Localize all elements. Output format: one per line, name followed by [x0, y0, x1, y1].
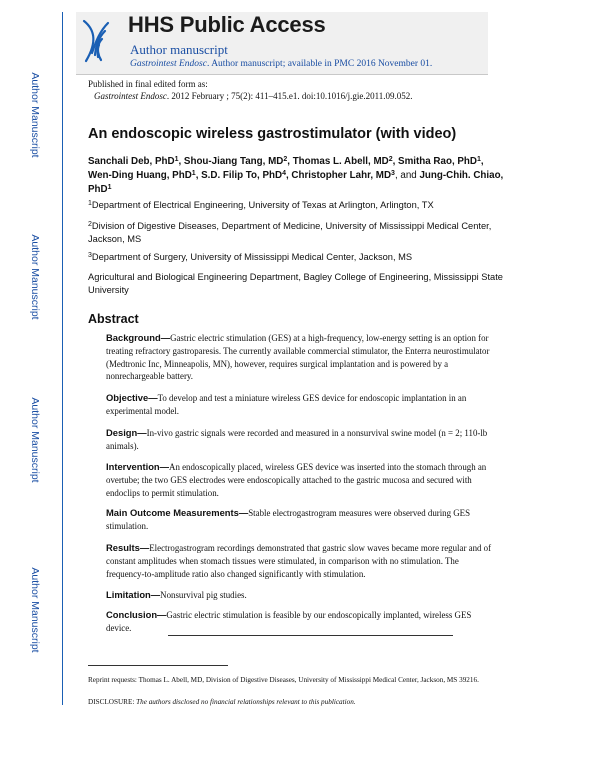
side-label-1 — [28, 60, 42, 170]
side-label-text: Author Manuscript — [29, 72, 41, 158]
affiliation-text: Department of Electrical Engineering, University of Texas at Arlington, Arlington, TX — [91, 200, 434, 210]
author-separator: , — [392, 156, 399, 167]
author-affiliation-marker: 1 — [107, 184, 112, 191]
side-label-3 — [28, 385, 42, 495]
abstract-section-label: Objective— — [106, 392, 158, 403]
affiliation-text: Agricultural and Biological Engineering Department, Bagley College of Engineering, Mississippi State University — [88, 272, 503, 295]
abstract-section-label: Conclusion— — [106, 609, 167, 620]
affiliation-item — [88, 220, 508, 246]
side-label-text: Author Manuscript — [29, 397, 41, 483]
abstract-section-label: Limitation— — [106, 589, 161, 600]
footnote-rule — [88, 665, 228, 666]
affiliation-item — [88, 271, 508, 297]
author-manuscript-label: Author manuscript — [130, 42, 228, 57]
hhs-public-access-title: HHS Public Access — [128, 12, 326, 37]
author-separator: , — [178, 156, 184, 167]
abstract-heading: Abstract — [88, 312, 139, 326]
abstract-section-text: Nonsurvival pig studies. — [160, 590, 247, 600]
author-list — [88, 155, 508, 197]
author-affiliation-marker: 2 — [388, 156, 393, 163]
abstract-end-rule — [168, 635, 453, 636]
affiliation-item — [88, 199, 508, 212]
reprint-footnote: Reprint requests: Thomas L. Abell, MD, Division of Digestive Diseases, University of Mississippi Medical Center, Jackson, MS 39216. — [88, 676, 479, 684]
author-separator: , — [285, 170, 292, 181]
author-name: Christopher Lahr, MD — [291, 170, 392, 181]
citation-details: . 2012 February ; 75(2): 411–415.e1. doi:10.1016/j.gie.2011.09.052. — [166, 91, 413, 101]
affiliation-number: 1 — [88, 200, 92, 207]
side-label-4 — [28, 555, 42, 665]
citation — [88, 90, 412, 102]
side-label-text: Author Manuscript — [29, 234, 41, 320]
author-separator: , — [480, 156, 484, 167]
author-affiliation-marker: 2 — [283, 156, 288, 163]
affiliation-item — [88, 251, 508, 264]
abstract-section-text: To develop and test a miniature wireless GES device for endoscopic implantation in an experimental model. — [106, 393, 467, 416]
abstract-section — [106, 427, 498, 453]
author-name: Shou-Jiang Tang, MD — [183, 156, 284, 167]
abstract-section-label: Results— — [106, 542, 150, 553]
abstract-section — [106, 332, 498, 383]
side-label-2 — [28, 222, 42, 332]
hhs-eagle-logo-icon — [78, 15, 116, 67]
author-affiliation-marker: 3 — [391, 170, 395, 177]
affiliation-text: Division of Digestive Diseases, Department of Medicine, University of Mississippi Medical Center, Jackson, MS — [88, 221, 492, 244]
abstract-section — [106, 589, 498, 602]
abstract-section — [106, 392, 498, 418]
author-affiliation-marker: 1 — [174, 156, 179, 163]
availability-text: . Author manuscript; available in PMC 2016 November 01. — [206, 59, 433, 69]
author-affiliation-marker: 1 — [476, 156, 481, 163]
disclosure-footnote — [88, 697, 500, 707]
side-label-text: Author Manuscript — [29, 567, 41, 653]
author-separator: , — [195, 170, 202, 181]
abstract-section-text: An endoscopically placed, wireless GES device was inserted into the stomach through an overtube; the two GES electrodes were endoscopically attached to the gastric mucosa and secured with endoclips to permit stimulation. — [106, 462, 487, 498]
affiliation-number: 2 — [88, 221, 92, 228]
author-name: Sanchali Deb, PhD — [88, 156, 175, 167]
abstract-section — [106, 461, 498, 499]
author-name: Jung-Chih. Chiao, PhD — [88, 170, 504, 195]
citation-journal: Gastrointest Endosc — [94, 91, 167, 101]
abstract-section-label: Background— — [106, 332, 171, 343]
author-affiliation-marker: 1 — [191, 170, 196, 177]
author-separator: , — [287, 156, 293, 167]
left-margin-rule — [62, 12, 63, 705]
author-separator: , and — [394, 170, 420, 181]
abstract-section-text: In-vivo gastric signals were recorded and measured in a nonsurvival swine model (n = 2; 110-lb animals). — [106, 428, 488, 451]
article-title: An endoscopic wireless gastrostimulator (with video) — [88, 126, 457, 142]
abstract-section — [106, 507, 498, 533]
author-name: Smitha Rao, PhD — [398, 156, 477, 167]
abstract-section — [106, 609, 498, 635]
abstract-section — [106, 542, 498, 580]
affiliation-number: 3 — [88, 252, 92, 259]
availability-line — [130, 59, 432, 69]
author-name: Thomas L. Abell, MD — [292, 156, 389, 167]
published-label: Published in final edited form as: — [88, 79, 208, 89]
author-name: Wen-Ding Huang, PhD — [88, 170, 192, 181]
author-affiliation-marker: 4 — [282, 170, 286, 177]
author-name: S.D. Filip To, PhD — [201, 170, 283, 181]
abstract-section-text: Electrogastrogram recordings demonstrated that gastric slow waves became more regular and of constant amplitudes when stomach tissues were stimulated, in comparison with no stimulation. The frequency-to-amplitude ratio also changed significantly with stimulation. — [106, 543, 492, 579]
journal-name: Gastrointest Endosc — [130, 59, 207, 69]
abstract-section-text: Gastric electric stimulation is feasible by our endoscopically implanted, wireless GES device. — [106, 610, 472, 633]
disclosure-text: The authors disclosed no financial relationships relevant to this publication. — [136, 698, 356, 706]
abstract-section-text: Gastric electric stimulation (GES) at a high-frequency, low-energy setting is an option for treating refractory gastroparesis. The currently available commercial stimulator, the Enterra neurostimulator (Medtronic Inc, Minneapolis, MN), however, requires surgical implantation and is powered by a nonrechargeable battery. — [106, 333, 490, 382]
disclosure-label: DISCLOSURE: — [88, 698, 135, 706]
affiliation-text: Department of Surgery, University of Mississippi Medical Center, Jackson, MS — [91, 252, 413, 262]
abstract-section-label: Main Outcome Measurements— — [106, 507, 249, 518]
publication-note — [88, 78, 412, 102]
abstract-section-text: Stable electrogastrogram measures were observed during GES stimulation. — [106, 508, 471, 531]
abstract-section-label: Design— — [106, 427, 147, 438]
abstract-section-label: Intervention— — [106, 461, 170, 472]
